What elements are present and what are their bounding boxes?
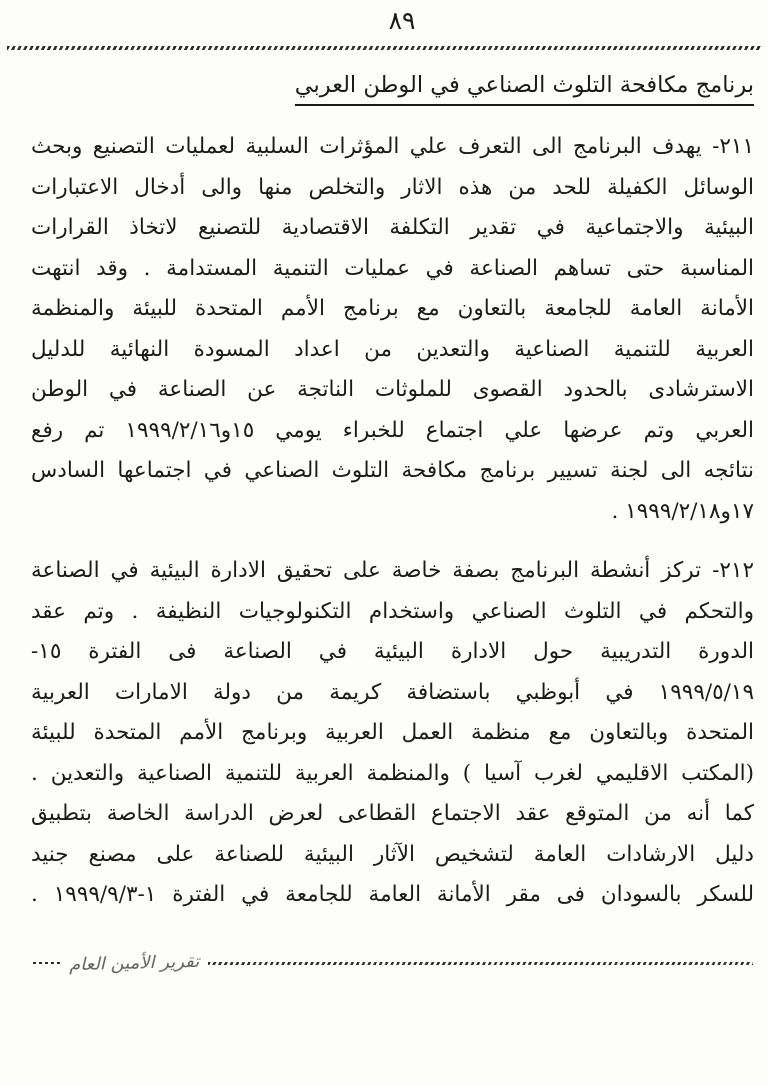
body-line: ١٧و١٩٩٩/٢/١٨ . bbox=[611, 498, 754, 524]
body-line: العربي وتم عرضها علي اجتماع للخبراء يومي ١٥و١٩٩٩/٢/١٦ تم رفع bbox=[31, 417, 754, 443]
paragraph-211 bbox=[31, 127, 754, 532]
body-line: نتائجه الى لجنة تسيير برنامج مكافحة التلوث الصناعي في اجتماعها السادس bbox=[31, 458, 754, 483]
page-number: ٨٩ bbox=[388, 6, 416, 35]
body-line: الوسائل الكفيلة للحد من هذه الاثار والتخلص منها والى أدخال الاعتبارات bbox=[31, 174, 754, 200]
body-line: الأمانة العامة للجامعة بالتعاون مع برنامج الأمم المتحدة للبيئة والمنظمة bbox=[31, 296, 754, 321]
footer-dashed-rule-short bbox=[33, 962, 60, 964]
body-line: المناسبة حتى تساهم الصناعة في عمليات التنمية المستدامة . وقد انتهت bbox=[31, 255, 754, 281]
body-line: دليل الارشادات العامة لتشخيص الآثار البيئية للصناعة على مصنع جنيد bbox=[31, 841, 754, 867]
header-dashed-rule bbox=[7, 46, 761, 50]
body-line: الدورة التدريبية حول الادارة البيئية في الصناعة فى الفترة ١٥- bbox=[31, 639, 754, 664]
footer-dashed-rule-long bbox=[208, 962, 753, 965]
footer bbox=[33, 948, 753, 978]
body-line: المتحدة وبالتعاون مع منظمة العمل العربية وبرنامج الأمم المتحدة للبيئة bbox=[31, 720, 754, 745]
paragraph-212 bbox=[31, 551, 754, 916]
body-line: والتحكم في التلوث الصناعي واستخدام التكنولوجيات النظيفة . وتم عقد bbox=[31, 598, 754, 624]
body-line: الاسترشادى بالحدود القصوى للملوثات الناتجة عن الصناعة في الوطن bbox=[31, 377, 754, 402]
body-line: للسكر بالسودان فى مقر الأمانة العامة للجامعة في الفترة ١-١٩٩٩/٩/٣ . bbox=[31, 882, 754, 907]
body-line: ١٩٩٩/٥/١٩ في أبوظبي باستضافة كريمة من دولة الامارات العربية bbox=[31, 679, 754, 705]
body-line: ٢١٢- تركز أنشطة البرنامج بصفة خاصة على تحقيق الادارة البيئية في الصناعة bbox=[31, 558, 754, 583]
footer-annotation: تقرير الأمين العام bbox=[68, 951, 200, 975]
body-line: (المكتب الاقليمي لغرب آسيا ) والمنظمة العربية للتنمية الصناعية والتعدين . bbox=[31, 760, 754, 786]
body-line: ٢١١- يهدف البرنامج الى التعرف علي المؤثرات السلبية لعمليات التصنيع وبحث bbox=[31, 134, 754, 159]
body-line: كما أنه من المتوقع عقد الاجتماع القطاعى لعرض الدراسة الخاصة بتطبيق bbox=[31, 801, 754, 826]
document-title: برنامج مكافحة التلوث الصناعي في الوطن العربي bbox=[295, 72, 754, 106]
body-line: العربية للتنمية الصناعية والتعدين من اعداد المسودة النهائية للدليل bbox=[31, 336, 754, 362]
body-line: البيئية والاجتماعية في تقدير التكلفة الاقتصادية للتصنيع لاتخاذ القرارات bbox=[31, 215, 754, 240]
